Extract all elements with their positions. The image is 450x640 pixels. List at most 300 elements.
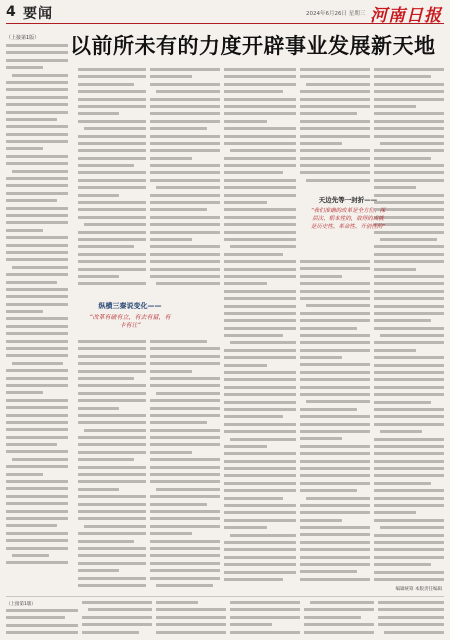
text-line bbox=[150, 421, 207, 424]
text-line bbox=[300, 312, 370, 315]
text-line bbox=[300, 275, 342, 278]
text-line bbox=[374, 164, 444, 167]
text-line bbox=[78, 157, 146, 160]
pull-quote-text: “改革有破有立，有去有留，有卡有让” bbox=[89, 314, 171, 329]
text-line bbox=[224, 519, 296, 522]
text-line bbox=[150, 238, 192, 241]
text-line bbox=[300, 570, 357, 573]
text-line bbox=[224, 356, 296, 359]
text-line bbox=[78, 347, 146, 350]
text-line bbox=[82, 616, 152, 619]
text-line bbox=[150, 436, 220, 439]
text-line bbox=[150, 503, 207, 506]
text-line bbox=[6, 258, 68, 261]
text-line bbox=[300, 452, 370, 455]
article-headline: 以前所未有的力度开辟事业发展新天地 bbox=[70, 34, 436, 58]
text-line bbox=[12, 362, 63, 365]
text-line bbox=[150, 347, 220, 350]
text-line bbox=[150, 466, 220, 469]
text-line bbox=[156, 623, 226, 626]
editor-credit: 编辑统筹 本版责任编辑 bbox=[395, 587, 442, 592]
text-line bbox=[78, 547, 146, 550]
text-line bbox=[78, 370, 146, 373]
text-line bbox=[224, 120, 267, 123]
text-line bbox=[150, 547, 220, 550]
text-line bbox=[6, 244, 68, 247]
text-line bbox=[300, 533, 370, 536]
text-line bbox=[150, 399, 220, 402]
text-line bbox=[374, 393, 444, 396]
text-line bbox=[6, 377, 68, 380]
text-line bbox=[150, 562, 220, 565]
text-line bbox=[78, 68, 146, 71]
text-line bbox=[6, 44, 68, 47]
text-line bbox=[300, 556, 370, 559]
text-line bbox=[78, 355, 146, 358]
text-line bbox=[374, 571, 444, 574]
text-line bbox=[300, 467, 370, 470]
article-column bbox=[224, 68, 296, 592]
page-number: 4 bbox=[6, 4, 16, 20]
text-line bbox=[78, 105, 146, 108]
text-line bbox=[224, 268, 296, 271]
text-line bbox=[300, 408, 357, 411]
text-line bbox=[6, 111, 68, 114]
newspaper-logo: 河南日报 bbox=[370, 6, 442, 26]
text-line bbox=[224, 157, 296, 160]
article-column bbox=[300, 68, 370, 192]
text-line bbox=[224, 371, 296, 374]
text-line bbox=[374, 356, 444, 359]
text-line bbox=[380, 334, 444, 337]
text-line bbox=[374, 341, 444, 344]
text-line bbox=[374, 578, 444, 581]
text-line bbox=[6, 103, 68, 106]
text-line bbox=[78, 238, 146, 241]
text-line bbox=[374, 305, 444, 308]
text-line bbox=[224, 349, 296, 352]
text-line bbox=[6, 340, 68, 343]
text-line bbox=[224, 297, 296, 300]
text-line bbox=[224, 415, 283, 418]
text-line bbox=[374, 364, 444, 367]
text-line bbox=[78, 164, 134, 167]
text-line bbox=[374, 541, 444, 544]
text-line bbox=[300, 75, 370, 78]
text-line bbox=[380, 142, 444, 145]
text-line bbox=[374, 460, 444, 463]
footer-continued-label: （上接第1版） bbox=[6, 602, 36, 607]
text-line bbox=[224, 68, 296, 71]
text-line bbox=[224, 467, 296, 470]
text-line bbox=[6, 428, 68, 431]
text-line bbox=[6, 281, 57, 284]
pull-quote-title: 纵横三秦说变化—— bbox=[98, 302, 162, 310]
text-line bbox=[374, 319, 431, 322]
text-line bbox=[300, 504, 370, 507]
text-line bbox=[306, 179, 370, 182]
text-line bbox=[78, 179, 146, 182]
text-line bbox=[306, 400, 370, 403]
text-line bbox=[150, 171, 220, 174]
text-line bbox=[12, 554, 49, 557]
text-line bbox=[78, 171, 146, 174]
text-line bbox=[230, 631, 300, 634]
text-line bbox=[150, 231, 220, 234]
text-line bbox=[300, 127, 370, 130]
text-line bbox=[230, 608, 300, 611]
text-line bbox=[6, 524, 57, 527]
text-line bbox=[300, 334, 370, 337]
text-line bbox=[304, 616, 361, 619]
text-line bbox=[6, 147, 43, 150]
text-line bbox=[150, 149, 220, 152]
text-line bbox=[156, 608, 226, 611]
text-line bbox=[224, 260, 296, 263]
text-line bbox=[300, 98, 370, 101]
text-line bbox=[6, 547, 68, 550]
text-line bbox=[224, 275, 296, 278]
text-line bbox=[6, 303, 68, 306]
text-line bbox=[150, 216, 220, 219]
text-line bbox=[374, 290, 444, 293]
text-line bbox=[156, 90, 220, 93]
text-line bbox=[224, 548, 296, 551]
text-line bbox=[6, 155, 68, 158]
text-line bbox=[224, 231, 296, 234]
text-line bbox=[374, 511, 416, 514]
text-line bbox=[150, 75, 192, 78]
text-line bbox=[78, 135, 146, 138]
text-line bbox=[6, 125, 68, 128]
text-line bbox=[78, 532, 146, 535]
text-line bbox=[156, 392, 220, 395]
text-line bbox=[374, 157, 431, 160]
text-line bbox=[300, 371, 370, 374]
text-line bbox=[150, 510, 220, 513]
text-line bbox=[224, 489, 296, 492]
text-line bbox=[78, 421, 146, 424]
text-line bbox=[156, 616, 226, 619]
text-line bbox=[78, 142, 146, 145]
text-line bbox=[150, 201, 220, 204]
text-line bbox=[224, 98, 296, 101]
text-line bbox=[224, 319, 296, 322]
text-line bbox=[224, 327, 296, 330]
text-line bbox=[224, 164, 296, 167]
text-line bbox=[6, 325, 68, 328]
article-column bbox=[300, 260, 370, 592]
text-line bbox=[6, 229, 43, 232]
text-line bbox=[82, 623, 152, 626]
text-line bbox=[82, 631, 139, 634]
text-line bbox=[78, 253, 146, 256]
text-line bbox=[374, 519, 444, 522]
article-column bbox=[78, 340, 146, 592]
text-line bbox=[6, 310, 43, 313]
text-line bbox=[6, 354, 68, 357]
text-line bbox=[300, 378, 370, 381]
text-line bbox=[300, 171, 370, 174]
text-line bbox=[374, 90, 444, 93]
text-line bbox=[224, 445, 267, 448]
text-line bbox=[304, 631, 374, 634]
text-line bbox=[78, 275, 119, 278]
text-line bbox=[374, 75, 431, 78]
text-line bbox=[374, 171, 444, 174]
text-line bbox=[6, 214, 68, 217]
text-line bbox=[78, 75, 146, 78]
text-line bbox=[224, 282, 267, 285]
text-line bbox=[224, 578, 283, 581]
text-line bbox=[78, 362, 146, 365]
text-line bbox=[150, 194, 220, 197]
text-line bbox=[300, 563, 370, 566]
text-line bbox=[6, 184, 68, 187]
text-line bbox=[300, 445, 370, 448]
text-line bbox=[150, 569, 220, 572]
text-line bbox=[224, 238, 296, 241]
text-line bbox=[224, 216, 296, 219]
text-line bbox=[150, 384, 220, 387]
text-line bbox=[6, 465, 68, 468]
text-line bbox=[374, 268, 416, 271]
text-line bbox=[224, 526, 267, 529]
text-line bbox=[374, 371, 444, 374]
text-line bbox=[300, 68, 370, 71]
text-line bbox=[78, 443, 146, 446]
footer-column bbox=[304, 601, 374, 639]
text-line bbox=[150, 355, 220, 358]
text-line bbox=[300, 327, 357, 330]
text-line bbox=[6, 487, 68, 490]
text-line bbox=[300, 415, 370, 418]
text-line bbox=[224, 253, 283, 256]
text-line bbox=[6, 66, 43, 69]
text-line bbox=[150, 429, 220, 432]
text-line bbox=[224, 135, 296, 138]
text-line bbox=[374, 98, 444, 101]
text-line bbox=[374, 408, 444, 411]
text-line bbox=[224, 423, 296, 426]
text-line bbox=[304, 608, 374, 611]
text-line bbox=[230, 616, 300, 619]
text-line bbox=[12, 458, 68, 461]
text-line bbox=[156, 584, 213, 587]
footer-column bbox=[230, 601, 300, 639]
text-line bbox=[300, 319, 370, 322]
text-line bbox=[230, 341, 296, 344]
article-column bbox=[150, 68, 220, 293]
text-line bbox=[6, 221, 68, 224]
text-line bbox=[150, 525, 220, 528]
text-line bbox=[150, 135, 220, 138]
text-line bbox=[6, 273, 68, 276]
text-line bbox=[306, 83, 370, 86]
text-line bbox=[78, 216, 146, 219]
text-line bbox=[78, 384, 146, 387]
text-line bbox=[224, 90, 283, 93]
text-line bbox=[6, 406, 68, 409]
text-line bbox=[300, 437, 342, 440]
text-line bbox=[150, 105, 220, 108]
text-line bbox=[374, 179, 444, 182]
text-line bbox=[78, 517, 146, 520]
text-line bbox=[84, 223, 146, 226]
text-line bbox=[300, 474, 370, 477]
text-line bbox=[300, 164, 370, 167]
text-line bbox=[224, 194, 296, 197]
text-line bbox=[150, 577, 220, 580]
text-line bbox=[78, 90, 146, 93]
text-line bbox=[156, 601, 198, 604]
text-line bbox=[374, 149, 444, 152]
text-line bbox=[78, 112, 119, 115]
text-line bbox=[150, 120, 220, 123]
text-line bbox=[380, 238, 437, 241]
text-line bbox=[150, 157, 192, 160]
text-line bbox=[224, 497, 283, 500]
text-line bbox=[6, 399, 68, 402]
text-line bbox=[150, 260, 220, 263]
text-line bbox=[78, 260, 146, 263]
text-line bbox=[6, 517, 68, 520]
text-line bbox=[300, 297, 370, 300]
text-line bbox=[300, 157, 370, 160]
text-line bbox=[78, 399, 146, 402]
text-line bbox=[224, 223, 296, 226]
text-line bbox=[374, 349, 416, 352]
text-line bbox=[78, 473, 146, 476]
text-line bbox=[84, 127, 146, 130]
text-line bbox=[78, 377, 134, 380]
text-line bbox=[88, 608, 152, 611]
text-line bbox=[78, 577, 146, 580]
text-line bbox=[78, 340, 146, 343]
text-line bbox=[78, 458, 134, 461]
text-line bbox=[374, 297, 444, 300]
text-line bbox=[150, 532, 192, 535]
text-line bbox=[84, 525, 146, 528]
text-line bbox=[78, 201, 146, 204]
text-line bbox=[150, 112, 220, 115]
text-line bbox=[378, 601, 444, 604]
text-line bbox=[380, 430, 422, 433]
text-line bbox=[150, 458, 220, 461]
text-line bbox=[300, 290, 370, 293]
text-line bbox=[224, 393, 296, 396]
article-column bbox=[78, 68, 146, 293]
text-line bbox=[6, 59, 68, 62]
text-line bbox=[306, 497, 370, 500]
text-line bbox=[300, 90, 370, 93]
text-line bbox=[78, 480, 146, 483]
text-line bbox=[78, 495, 146, 498]
text-line bbox=[300, 349, 370, 352]
text-line bbox=[6, 236, 68, 239]
text-line bbox=[150, 127, 207, 130]
text-line bbox=[224, 386, 296, 389]
text-line bbox=[78, 98, 146, 101]
text-line bbox=[224, 460, 296, 463]
text-line bbox=[224, 511, 296, 514]
text-line bbox=[6, 414, 68, 417]
text-line bbox=[150, 362, 220, 365]
text-line bbox=[374, 438, 444, 441]
text-line bbox=[78, 562, 146, 565]
text-line bbox=[224, 171, 283, 174]
text-line bbox=[230, 438, 296, 441]
text-line bbox=[378, 623, 444, 626]
text-line bbox=[150, 245, 220, 248]
text-line bbox=[300, 548, 370, 551]
text-line bbox=[78, 540, 134, 543]
text-line bbox=[6, 118, 57, 121]
text-line bbox=[374, 548, 444, 551]
text-line bbox=[6, 532, 68, 535]
text-line bbox=[6, 133, 68, 136]
text-line bbox=[6, 473, 43, 476]
pull-quote-box bbox=[88, 301, 172, 335]
text-line bbox=[78, 554, 146, 557]
text-line bbox=[300, 511, 370, 514]
text-line bbox=[84, 429, 146, 432]
text-line bbox=[6, 561, 68, 564]
text-line bbox=[6, 347, 68, 350]
text-line bbox=[224, 75, 296, 78]
text-line bbox=[224, 208, 296, 211]
text-line bbox=[150, 473, 220, 476]
lead-column bbox=[6, 34, 68, 569]
text-line bbox=[150, 208, 207, 211]
continued-label: （上接第1版） bbox=[6, 35, 40, 41]
text-line bbox=[306, 304, 370, 307]
text-line bbox=[78, 451, 146, 454]
text-line bbox=[230, 149, 296, 152]
text-line bbox=[224, 378, 296, 381]
article-column bbox=[374, 68, 444, 592]
text-line bbox=[150, 179, 220, 182]
text-line bbox=[300, 142, 342, 145]
text-line bbox=[78, 194, 119, 197]
text-line bbox=[78, 392, 146, 395]
page-header bbox=[6, 2, 444, 24]
footer-column bbox=[378, 601, 444, 639]
text-line bbox=[300, 341, 370, 344]
text-line bbox=[78, 503, 146, 506]
text-line bbox=[6, 251, 68, 254]
text-line bbox=[230, 623, 272, 626]
text-line bbox=[374, 386, 444, 389]
text-line bbox=[374, 497, 444, 500]
text-line bbox=[224, 142, 296, 145]
text-line bbox=[224, 556, 296, 559]
text-line bbox=[78, 569, 119, 572]
text-line bbox=[300, 112, 357, 115]
text-line bbox=[150, 517, 220, 520]
text-line bbox=[78, 466, 146, 469]
text-line bbox=[78, 186, 146, 189]
text-line bbox=[374, 474, 444, 477]
text-line bbox=[374, 445, 444, 448]
text-line bbox=[150, 223, 220, 226]
text-line bbox=[6, 624, 78, 627]
text-line bbox=[224, 401, 296, 404]
text-line bbox=[374, 186, 416, 189]
text-line bbox=[6, 502, 68, 505]
text-line bbox=[224, 541, 296, 544]
text-line bbox=[6, 450, 68, 453]
